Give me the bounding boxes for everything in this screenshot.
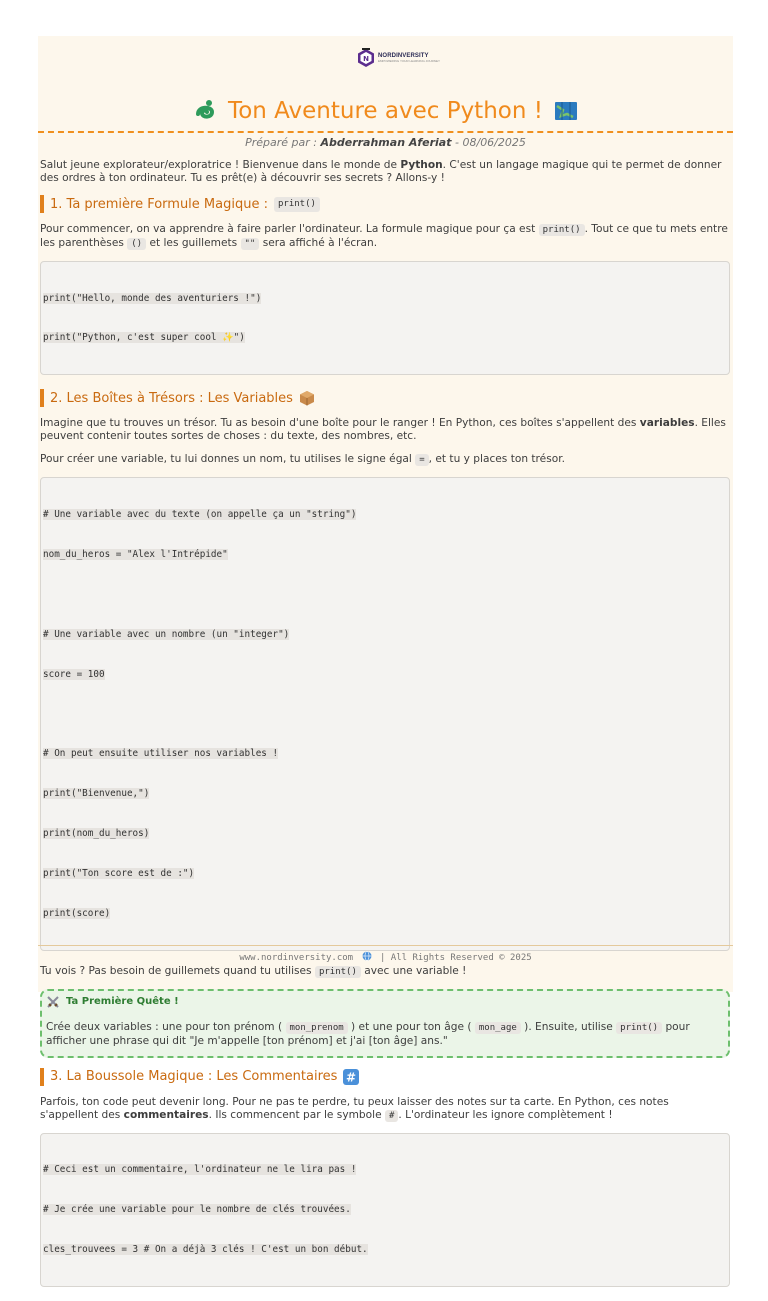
footer (38, 951, 733, 963)
s2-text-6: avec une variable ! (360, 964, 467, 977)
s2-bold-variables: variables (639, 417, 695, 430)
section-2-heading (40, 389, 730, 407)
s3-text-2: . Ils commencent par le symbole (208, 1108, 385, 1121)
code-line: # Une variable avec du texte (on appelle ça un "string") (43, 508, 357, 520)
brand-tagline: EMPOWERING YOUR LEARNING JOURNEY (378, 59, 440, 63)
code-block-1 (40, 261, 730, 375)
s3-code-hash: # (385, 1110, 398, 1122)
quest-text-1: Crée deux variables : une pour ton prénom ( (46, 1020, 286, 1033)
code-line: nom_du_heros = "Alex l'Intrépide" (43, 548, 228, 560)
section-2-paragraph-1 (40, 417, 730, 443)
section-3-heading (40, 1068, 730, 1086)
s3-bold-commentaires: commentaires (123, 1108, 209, 1121)
quest-code-print: print() (616, 1022, 662, 1034)
quest-title-row (46, 995, 722, 1009)
title-row (38, 98, 733, 124)
section-2-title: 2. Les Boîtes à Trésors : Les Variables (50, 390, 293, 406)
code-line: cles_trouvees = 3 # On a déjà 3 clés ! C'est un bon début. (43, 1244, 368, 1256)
code-line: print("Bienvenue,") (43, 788, 150, 800)
quest-text (46, 1021, 722, 1048)
map-icon (553, 98, 579, 124)
s3-text-3: . L'ordinateur les ignore complètement ! (398, 1108, 613, 1121)
code-line: print(score) (43, 907, 111, 919)
main-content (40, 159, 730, 1301)
code-block-2 (40, 477, 730, 950)
code-line: # Ceci est un commentaire, l'ordinateur ne le lira pas ! (43, 1164, 357, 1176)
s1-code-3: "" (241, 238, 260, 250)
quest-text-4: pour afficher une phrase qui dit "Je m'appelle [ton prénom] et j'ai [ton âge] ans." (46, 1020, 690, 1047)
s1-text-2: . Tout ce que tu mets entre les parenthèses (40, 223, 728, 249)
s2-text-4: , et tu y places ton trésor. (428, 453, 565, 466)
code-line (43, 588, 727, 601)
title-divider (38, 131, 733, 133)
footer-rights: All Rights Reserved © 2025 (390, 953, 532, 963)
code-line: print("Hello, monde des aventuriers !") (43, 292, 262, 304)
s2-text-3: Pour créer une variable, tu lui donnes un nom, tu utilises le signe égal (40, 453, 416, 466)
intro-paragraph (40, 159, 730, 185)
section-2-paragraph-2 (40, 453, 730, 467)
s1-text-1: Pour commencer, on va apprendre à faire parler l'ordinateur. La formule magique pour ça est (40, 223, 539, 235)
quest-code-age: mon_age (475, 1022, 521, 1034)
quest-text-2: ) et une pour ton âge ( (347, 1020, 475, 1033)
footer-divider (38, 945, 733, 946)
author-prefix: Préparé par : (245, 136, 317, 149)
code-line: # On peut ensuite utiliser nos variables ! (43, 748, 279, 760)
document-page (38, 36, 733, 1256)
nordinversity-logo-icon (356, 48, 376, 68)
s3-text-1: Parfois, ton code peut devenir long. Pour ne pas te perdre, tu peux laisser des notes sur ta carte. En Python, ces notes s'appellent des (40, 1095, 669, 1121)
brand-name: NORDINVERSITY (378, 53, 429, 59)
code-line: # Je crée une variable pour le nombre de clés trouvées. (43, 1204, 351, 1216)
section-marker (40, 1068, 44, 1086)
section-marker (40, 195, 44, 213)
intro-text-2: . C'est un langage magique qui te permet de donner des ordres à ton ordinateur. Tu es prêt(e) à découvrir ses secrets ? Allons-y ! (40, 159, 722, 184)
footer-site-link[interactable]: www.nordinversity.com (239, 953, 354, 963)
page-title: Ton Aventure avec Python ! (228, 98, 543, 124)
code-line: score = 100 (43, 668, 105, 680)
code-line: print("Python, c'est super cool ✨") (43, 332, 245, 344)
intro-bold-python: Python (400, 159, 443, 171)
section-marker (40, 389, 44, 407)
svg-text:N: N (363, 55, 369, 63)
section-3-title: 3. La Boussole Magique : Les Commentaires (50, 1069, 338, 1085)
s2-text-1: Imagine que tu trouves un trésor. Tu as besoin d'une boîte pour le ranger ! En Python, ces boîtes s'appellent des (40, 417, 640, 430)
s2-code-equal: = (415, 454, 428, 466)
code-block-3 (40, 1133, 730, 1287)
date-separator: - (455, 136, 459, 149)
code-line: # Une variable avec un nombre (un "integer") (43, 628, 290, 640)
globe-icon (362, 951, 372, 961)
quest-title: Ta Première Quête ! (66, 996, 179, 1008)
footer-separator: | (379, 953, 386, 963)
section-1-heading-code: print() (274, 197, 320, 212)
code-line: print(nom_du_heros) (43, 828, 150, 840)
swords-icon (46, 995, 60, 1009)
s2-text-2: . Elles peuvent contenir toutes sortes de choses : du texte, des nombres, etc. (40, 417, 726, 443)
section-3-paragraph (40, 1096, 730, 1123)
section-1-heading (40, 195, 730, 213)
quest-code-prenom: mon_prenom (286, 1022, 348, 1034)
code-line (43, 707, 727, 720)
s2-text-5: Tu vois ? Pas besoin de guillemets quand tu utilises (40, 964, 315, 977)
brand-logo (356, 46, 440, 70)
s1-text-4: sera affiché à l'écran. (259, 237, 378, 249)
s1-code-2: () (127, 238, 146, 250)
section-2-paragraph-3 (40, 965, 730, 979)
quest-text-3: ). Ensuite, utilise (520, 1020, 617, 1033)
date: 08/06/2025 (462, 136, 526, 149)
snake-icon (192, 98, 218, 124)
section-1-paragraph (40, 223, 730, 251)
section-1-title: 1. Ta première Formule Magique : (50, 196, 268, 212)
author-name: Abderrahman Aferiat (320, 136, 452, 149)
s2-code-print: print() (315, 966, 361, 978)
code-line: print("Ton score est de :") (43, 867, 195, 879)
s1-text-3: et les guillemets (146, 237, 241, 249)
author-line (38, 136, 733, 149)
quest-box (40, 989, 730, 1058)
s1-code-1: print() (539, 224, 585, 236)
intro-text-1: Salut jeune explorateur/exploratrice ! Bienvenue dans le monde de (40, 159, 401, 171)
hash-icon (343, 1069, 359, 1085)
box-icon (299, 390, 315, 406)
svg-text:#: # (346, 1070, 357, 1085)
